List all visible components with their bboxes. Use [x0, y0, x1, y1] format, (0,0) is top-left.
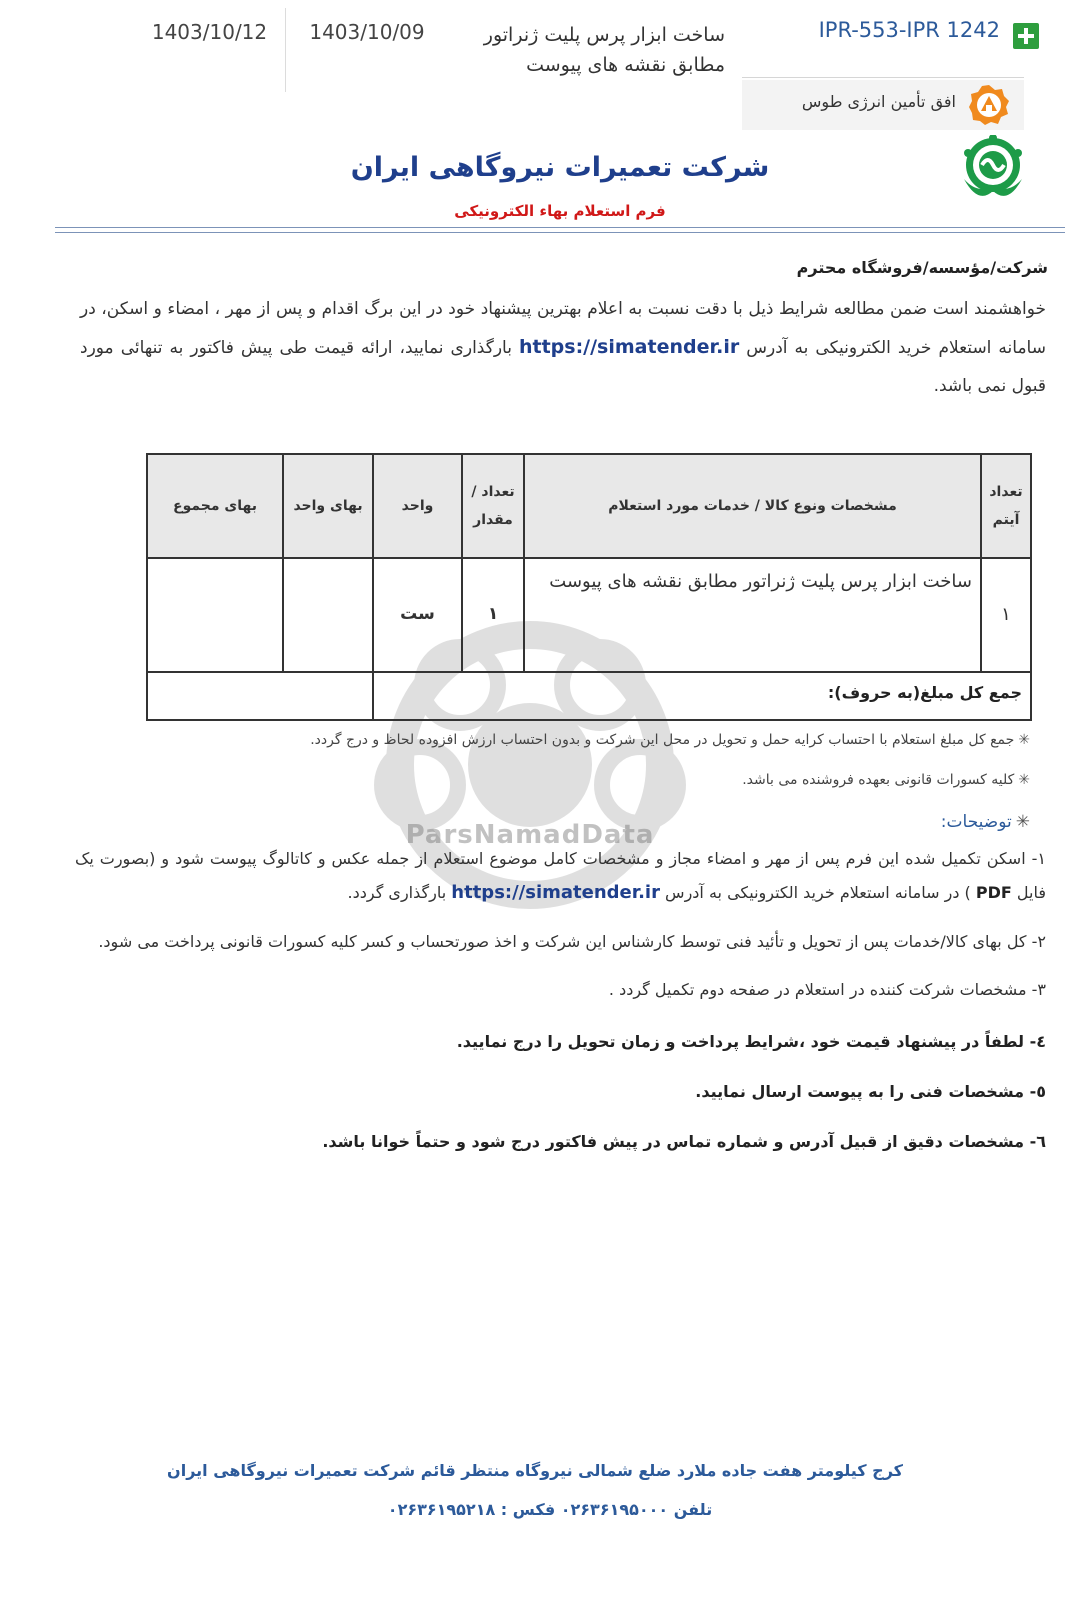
publish-date-cell [285, 8, 448, 92]
asterisk-icon: ✳ [1018, 772, 1030, 788]
explanations-title: ✳توضیحات: [940, 812, 1030, 832]
explanation-item-2: ٢- کل بهای کالا/خدمات پس از تحویل و تأئید فنی توسط کارشناس این شرکت و اخذ صورتحساب و کسر کلیه کسورات قانونی پرداخت می شود. [98, 932, 1046, 951]
explanation-item-3: ٣- مشخصات شرکت کننده در استعلام در صفحه دوم تکمیل گردد . [608, 980, 1046, 999]
explanation-item-6: ٦- مشخصات دقیق از قبیل آدرس و شماره تماس در پیش فاکتور درج شود و حتماً خوانا باشد. [322, 1132, 1046, 1151]
organization-box [742, 80, 1024, 130]
organization-name: افق تأمین انرژی طوس [801, 92, 956, 111]
asterisk-icon: ✳ [1015, 812, 1030, 832]
deadline-date-cell [130, 8, 285, 92]
organization-logo-icon [968, 84, 1010, 126]
row-description: ساخت ابزار پرس پلیت ژنراتور مطابق نقشه های پیوست [523, 557, 980, 671]
explanation-item-5: ٥- مشخصات فنی را به پیوست ارسال نمایید. [695, 1082, 1046, 1101]
header-description: مشخصات ونوع کالا / خدمات مورد استعلام [523, 455, 980, 557]
tender-ref-code: IPR-553-IPR 1242 [818, 18, 1000, 42]
asterisk-icon: ✳ [1018, 732, 1030, 748]
portal-link[interactable]: https://simatender.ir [451, 882, 660, 903]
row-quantity: ١ [461, 557, 523, 671]
deadline-date: 1403/10/12 [151, 20, 268, 44]
row-unit: ست [372, 557, 461, 671]
quote-table [146, 453, 1032, 721]
footer-address: کرج کیلومتر هفت جاده ملارد ضلع شمالی نیروگاه منتظر قائم شرکت تعمیرات نیروگاهی ایران [167, 1461, 903, 1480]
intro-paragraph [80, 290, 1046, 405]
table-row [148, 557, 1030, 673]
portal-link[interactable]: https://simatender.ir [518, 336, 740, 358]
header-divider [55, 227, 1065, 233]
header-quantity: تعداد / مقدار [461, 455, 523, 557]
publish-date: 1403/10/09 [309, 20, 425, 44]
header-item-count: تعداد آیتم [980, 455, 1030, 557]
explanation-item-1: ١- اسکن تکمیل شده این فرم پس از مهر و امضاء مجاز و مشخصات کامل موضوع استعلام از جمله عکس و کاتالوگ پیوست شود و (بصورت یک فایل PDF ) در سامانه استعلام خرید الکترونیکی به آدرس https://simatender.ir بارگذاری گردد. [75, 849, 1046, 903]
company-name: شرکت تعمیرات نیروگاهی ایران [350, 152, 770, 183]
fax-label: فکس : [500, 1500, 556, 1519]
footer-contact [200, 1500, 900, 1519]
row-index: ١ [980, 557, 1030, 671]
pdf-label: PDF [975, 883, 1012, 902]
table-header-row [148, 455, 1030, 559]
explanation-item-4: ٤- لطفاً در پیشنهاد قیمت خود ،شرایط پرداخت و زمان تحویل را درج نمایید. [456, 1032, 1046, 1051]
expand-plus-icon[interactable] [1013, 23, 1039, 49]
company-logo-icon [958, 135, 1028, 207]
row-unit-price[interactable] [282, 557, 372, 671]
header-unit-price: بهای واحد [282, 455, 372, 557]
tender-header [0, 0, 1070, 135]
intro-text-end: بارگذاری نمایید، ارائه قیمت طی پیش فاکتور به تنهائی مورد قبول نمی باشد. [80, 338, 1046, 396]
header-unit: واحد [372, 455, 461, 557]
note-item: ✳جمع کل مبلغ استعلام با احتساب کرایه حمل و تحویل در محل این شرکت و بدون احتساب ارزش افزوده لحاظ و درج گردد. [310, 732, 1030, 748]
sum-row [148, 673, 1030, 719]
header-total-price: بهای مجموع [173, 498, 257, 514]
watermark-brand: ParsNamadData [405, 820, 655, 850]
tender-title: ساخت ابزار پرس پلیت ژنراتور مطابق نقشه های پیوست [483, 24, 725, 76]
sum-divider [372, 673, 374, 719]
fax-number: ٠٢۶٣۶١٩۵٢١٨ [387, 1500, 496, 1519]
tel-label: تلفن [673, 1500, 713, 1519]
salutation: شرکت/مؤسسه/فروشگاه محترم [796, 258, 1048, 277]
form-title: فرم استعلام بهاء الکترونیکی [454, 202, 666, 220]
note-item: ✳کلیه کسورات قانونی بعهده فروشنده می باشد. [742, 772, 1030, 788]
row-total-price[interactable] [148, 557, 282, 671]
tel-number: ٠٢۶٣۶١٩۵٠٠٠ [560, 1500, 669, 1519]
sum-label: جمع کل مبلغ(به حروف): [827, 683, 1022, 702]
divider [742, 77, 1024, 78]
intro-text: خواهشمند است ضمن مطالعه شرایط ذیل با دقت نسبت به اعلام بهترین پیشنهاد خود در این برگ اقدام و پس از مهر ، امضاء و اسکن، در سامانه استعلام خرید الکترونیکی به آدرس [80, 299, 1046, 358]
